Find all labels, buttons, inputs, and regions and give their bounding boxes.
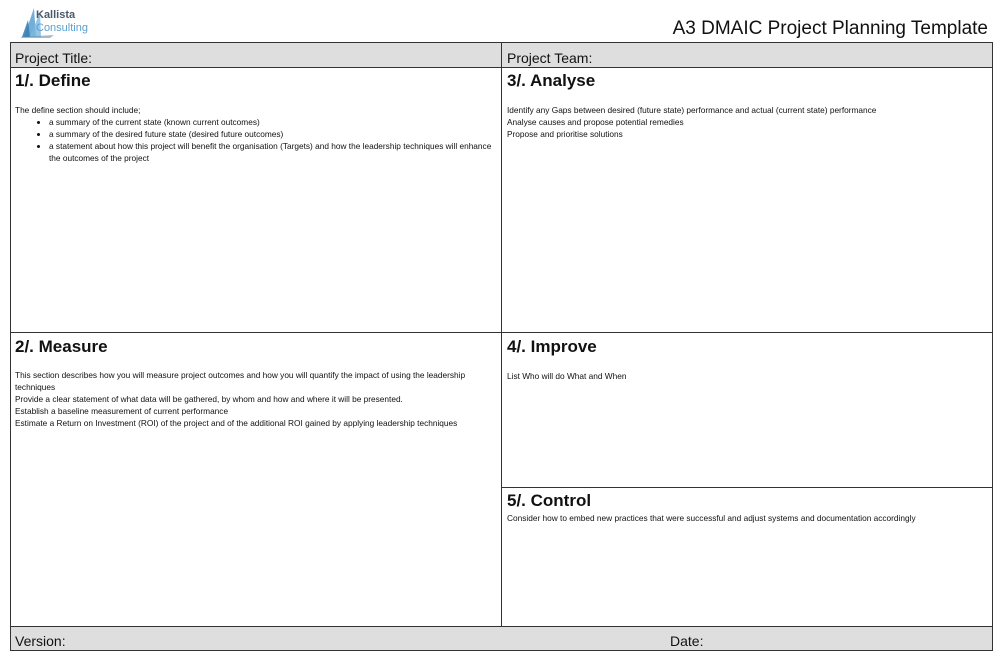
analyse-line: Identify any Gaps between desired (future state) performance and actual (current state) performance (507, 105, 877, 115)
logo-company-subtitle: Consulting (36, 22, 88, 34)
center-column-divider (501, 42, 502, 627)
control-body (507, 512, 987, 524)
analyse-title: 3/. Analyse (507, 71, 596, 90)
analyse-line: Propose and prioritise solutions (507, 129, 623, 139)
measure-title: 2/. Measure (15, 337, 108, 356)
improve-control-divider (501, 487, 993, 488)
define-bullet-list (15, 116, 497, 164)
control-line: Consider how to embed new practices that were successful and adjust systems and documentation accordingly (507, 513, 916, 523)
document-title: A3 DMAIC Project Planning Template (672, 18, 988, 39)
project-team-label: Project Team: (507, 50, 593, 66)
footer-bar (11, 627, 992, 650)
measure-line: This section describes how you will measure project outcomes and how you will quantify the impact of using the leadership techniques (15, 370, 466, 392)
improve-line: List Who will do What and When (507, 371, 627, 381)
measure-line: Provide a clear statement of what data will be gathered, by whom and how and where it will be presented. (15, 394, 403, 404)
logo-company-name: Kallista (36, 9, 76, 21)
improve-title: 4/. Improve (507, 337, 597, 356)
define-bullet: • a statement about how this project will benefit the organisation (Targets) and how the leadership techniques will enhance the outcomes of the project (49, 140, 497, 164)
define-intro: The define section should include; (15, 105, 141, 115)
date-label: Date: (670, 633, 704, 649)
improve-body (507, 370, 987, 382)
define-body (15, 104, 497, 164)
define-title: 1/. Define (15, 71, 91, 90)
measure-line: Establish a baseline measurement of current performance (15, 406, 229, 416)
define-bullet: • a summary of the current state (known current outcomes) (49, 116, 497, 128)
analyse-body (507, 104, 987, 140)
project-title-label: Project Title: (15, 50, 93, 66)
measure-line: Estimate a Return on Investment (ROI) of the project and of the additional ROI gained by applying leadership techniques (15, 418, 458, 428)
control-title: 5/. Control (507, 491, 592, 510)
define-bullet: • a summary of the desired future state (desired future outcomes) (49, 128, 497, 140)
analyse-line: Analyse causes and propose potential remedies (507, 117, 684, 127)
version-label: Version: (15, 633, 66, 649)
measure-body (15, 369, 485, 429)
